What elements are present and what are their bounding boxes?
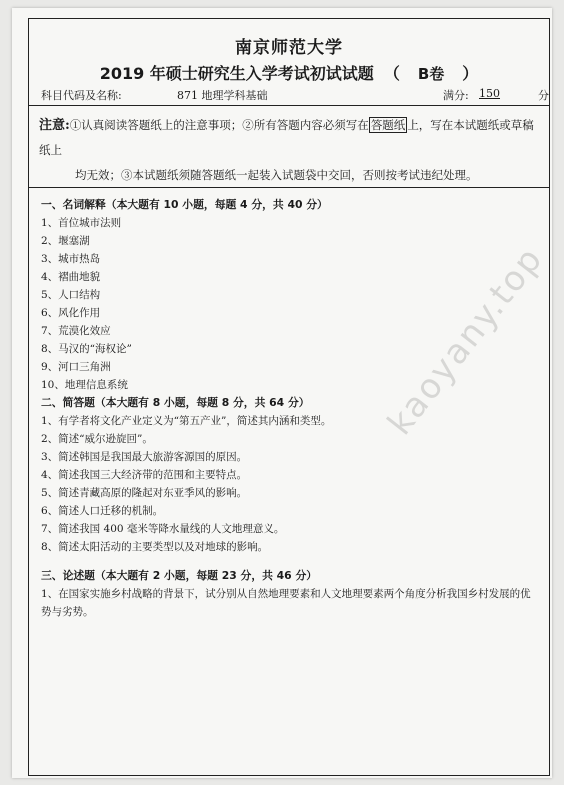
subject-row — [41, 87, 549, 105]
exam-title-text: 2019 年硕士研究生入学考试初试试题 — [99, 64, 374, 83]
question-list — [41, 585, 537, 621]
question-item: 3、简述韩国是我国最大旅游客源国的原因。 — [41, 451, 248, 463]
question-item: 8、简述太阳活动的主要类型以及对地球的影响。 — [41, 541, 269, 553]
section-title: 二、简答题（本大题有 8 小题，每题 8 分，共 64 分） — [41, 396, 310, 409]
section-title: 一、名词解释（本大题有 10 小题，每题 4 分，共 40 分） — [41, 198, 328, 211]
question-item: 4、简述我国三大经济带的范围和主要特点。 — [41, 469, 248, 481]
question-item: 7、荒漠化效应 — [41, 325, 111, 337]
question-item: 2、堰塞湖 — [41, 235, 90, 247]
question-item: 3、城市热岛 — [41, 253, 101, 265]
question-item: 5、人口结构 — [41, 289, 101, 301]
score-label: 满分: — [443, 89, 469, 102]
paper-code: B卷 — [417, 65, 445, 83]
notice-block — [39, 113, 539, 188]
subject-label: 科目代码及名称: — [41, 89, 122, 102]
notice-part-2: 上，写在本试题纸或草稿纸上 — [39, 118, 534, 157]
exam-frame — [28, 18, 550, 776]
notice-boxed-word: 答题纸 — [370, 118, 406, 132]
section-title: 三、论述题（本大题有 2 小题，每题 23 分，共 46 分） — [41, 569, 318, 582]
notice-lead: 注意: — [39, 118, 70, 133]
paper-paren-open: （ — [383, 64, 400, 83]
score-value: 150 — [479, 87, 500, 100]
notice-line-1 — [39, 113, 539, 163]
question-item: 7、简述我国 400 毫米等降水量线的人文地理意义。 — [41, 523, 285, 535]
question-item: 8、马汉的“海权论” — [41, 343, 132, 355]
section-essay — [41, 567, 537, 621]
question-item: 1、有学者将文化产业定义为“第五产业”，简述其内涵和类型。 — [41, 415, 332, 427]
question-item: 9、河口三角洲 — [41, 361, 111, 373]
notice-divider — [29, 187, 549, 188]
university-name: 南京师范大学 — [235, 38, 343, 58]
question-item: 2、简述“威尔逊旋回”。 — [41, 433, 153, 445]
notice-line-2: 均无效；③本试题纸须随答题纸一起装入试题袋中交回，否则按考试违纪处理。 — [75, 168, 478, 182]
question-item: 1、在国家实施乡村战略的背景下，试分别从自然地理要素和人文地理要素两个角度分析我国乡村发展的优势与劣势。 — [41, 588, 531, 618]
question-list — [41, 412, 537, 556]
notice-part-1: ①认真阅读答题纸上的注意事项；②所有答题内容必须写在 — [69, 118, 369, 132]
score-unit: 分 — [538, 89, 549, 102]
question-item: 6、风化作用 — [41, 307, 101, 319]
paper-paren-close: ） — [462, 64, 479, 83]
question-item: 1、首位城市法则 — [41, 217, 122, 229]
exam-title — [29, 61, 549, 84]
section-short-answer — [41, 394, 537, 556]
watermark-text: kaoyany.top — [380, 239, 552, 443]
question-item: 5、简述青藏高原的隆起对东亚季风的影响。 — [41, 487, 248, 499]
subject-value: 871 地理学科基础 — [177, 89, 268, 102]
question-item: 4、褶曲地貌 — [41, 271, 101, 283]
question-item: 10、地理信息系统 — [41, 379, 128, 391]
exam-sheet — [12, 8, 552, 778]
header-divider — [29, 105, 549, 106]
question-item: 6、简述人口迁移的机制。 — [41, 505, 164, 517]
